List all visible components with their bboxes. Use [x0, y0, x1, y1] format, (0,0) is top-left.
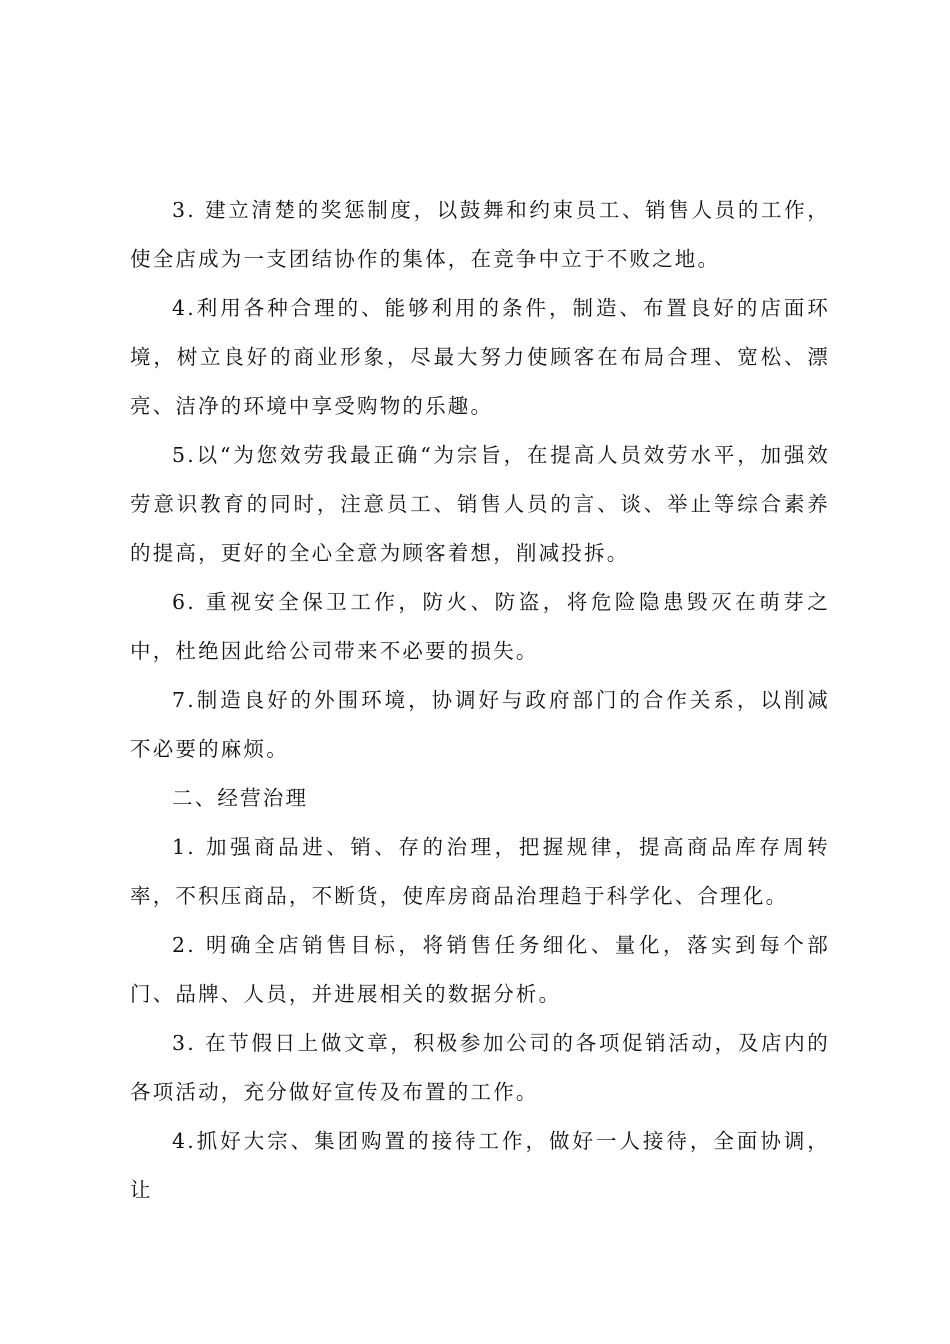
paragraph-reward-punishment: 3. 建立清楚的奖惩制度，以鼓舞和约束员工、销售人员的工作，使全店成为一支团结协作的集体，在竞争中立于不败之地。	[130, 198, 830, 271]
paragraph-service-tenet: 5.以“为您效劳我最正确“为宗旨，在提高人员效劳水平，加强效劳意识教育的同时，注意员工、销售人员的言、谈、举止等综合素养的提高，更好的全心全意为顾客着想，削减投拆。	[130, 443, 830, 565]
document-body	[130, 186, 830, 1215]
section-heading-operations: 二、经营治理	[172, 786, 309, 810]
paragraph-external-environment: 7.制造良好的外围环境，协调好与政府部门的合作关系，以削减不必要的麻烦。	[130, 688, 830, 761]
paragraph-group-purchases: 4.抓好大宗、集团购置的接待工作，做好一人接待，全面协调，让	[130, 1129, 830, 1202]
paragraph-sales-targets: 2. 明确全店销售目标，将销售任务细化、量化，落实到每个部门、品牌、人员，并进展相关的数据分析。	[130, 933, 830, 1006]
paragraph-store-environment: 4.利用各种合理的、能够利用的条件，制造、布置良好的店面环境，树立良好的商业形象，尽最大努力使顾客在布局合理、宽松、漂亮、洁净的环境中享受购物的乐趣。	[130, 296, 830, 418]
paragraph-security: 6. 重视安全保卫工作，防火、防盗，将危险隐患毁灭在萌芽之中，杜绝因此给公司带来不必要的损失。	[130, 590, 830, 663]
paragraph-holiday-promotions: 3. 在节假日上做文章，积极参加公司的各项促销活动，及店内的各项活动，充分做好宣传及布置的工作。	[130, 1031, 830, 1104]
paragraph-inventory: 1. 加强商品进、销、存的治理，把握规律，提高商品库存周转率，不积压商品，不断货，使库房商品治理趋于科学化、合理化。	[130, 835, 830, 908]
